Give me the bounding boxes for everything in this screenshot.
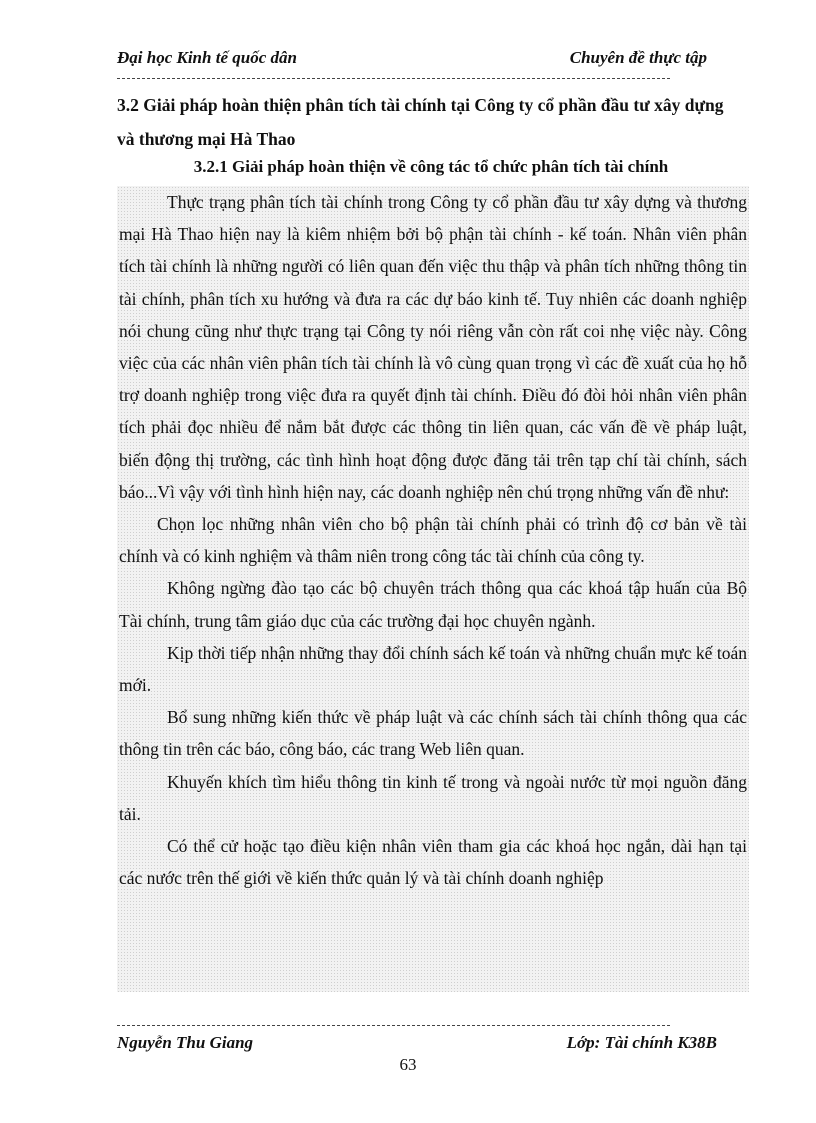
footer-divider (117, 1025, 670, 1026)
paragraph-item: Kịp thời tiếp nhận những thay đổi chính sách kế toán và những chuẩn mực kế toán mới. (119, 642, 747, 696)
header-university: Đại học Kinh tế quốc dân (117, 48, 297, 67)
paragraph-item: Chọn lọc những nhân viên cho bộ phận tài chính phải có trình độ cơ bản về tài chính và có kinh nghiệm và thâm niên trong công tác tài chính của công ty. (119, 514, 747, 567)
header-divider (117, 78, 670, 79)
footer-author: Nguyễn Thu Giang (117, 1033, 254, 1052)
section-title: 3.2 Giải pháp hoàn thiện phân tích tài chính tại Công ty cổ phần đầu tư xây dựng và thương mại Hà Thao (117, 95, 724, 149)
page-footer (117, 1033, 717, 1057)
header-document-type: Chuyên đề thực tập (569, 48, 707, 67)
page-header (117, 48, 707, 72)
paragraph-item: Bổ sung những kiến thức về pháp luật và các chính sách tài chính thông qua các thông tin trên các báo, công báo, các trang Web liên quan. (119, 707, 747, 760)
paragraph-item: Khuyến khích tìm hiểu thông tin kinh tế trong và ngoài nước từ mọi nguồn đăng tải. (119, 771, 747, 824)
subsection-title: 3.2.1 Giải pháp hoàn thiện về công tác tổ chức phân tích tài chính (193, 157, 669, 176)
page-number: 63 (399, 1055, 417, 1074)
paragraph-item: Không ngừng đào tạo các bộ chuyên trách thông qua các khoá tập huấn của Bộ Tài chính, trung tâm giáo dục của các trường đại học chuyên ngành. (119, 578, 747, 631)
paragraph-item: Có thể cử hoặc tạo điều kiện nhân viên tham gia các khoá học ngắn, dài hạn tại các nước trên thế giới về kiến thức quản lý và tài chính doanh nghiệp (119, 836, 747, 889)
body-text (117, 186, 749, 992)
paragraph-intro: Thực trạng phân tích tài chính trong Công ty cổ phần đầu tư xây dựng và thương mại Hà Thao hiện nay là kiêm nhiệm bởi bộ phận tài chính - kế toán. Nhân viên phân tích tài chính là những người có liên quan đến việc thu thập và phân tích những thông tin tài chính, phân tích xu hướng và đưa ra các dự báo kinh tế. Tuy nhiên các doanh nghiệp nói chung cũng như thực trạng tại Công ty nói riêng vẫn còn rất coi nhẹ việc này. Công việc của các nhân viên phân tích tài chính là vô cùng quan trọng vì các đề xuất của họ hỗ trợ doanh nghiệp trong việc đưa ra quyết định tài chính. Điều đó đòi hỏi nhân viên phân tích phải đọc nhiều để nắm bắt được các thông tin liên quan, các vấn đề về pháp luật, biến động thị trường, các tình hình hoạt động được đăng tải trên tạp chí tài chính, sách báo...Vì vậy với tình hình hiện nay, các doanh nghiệp nên chú trọng những vấn đề như: (119, 192, 747, 502)
footer-class: Lớp: Tài chính K38B (566, 1033, 717, 1052)
